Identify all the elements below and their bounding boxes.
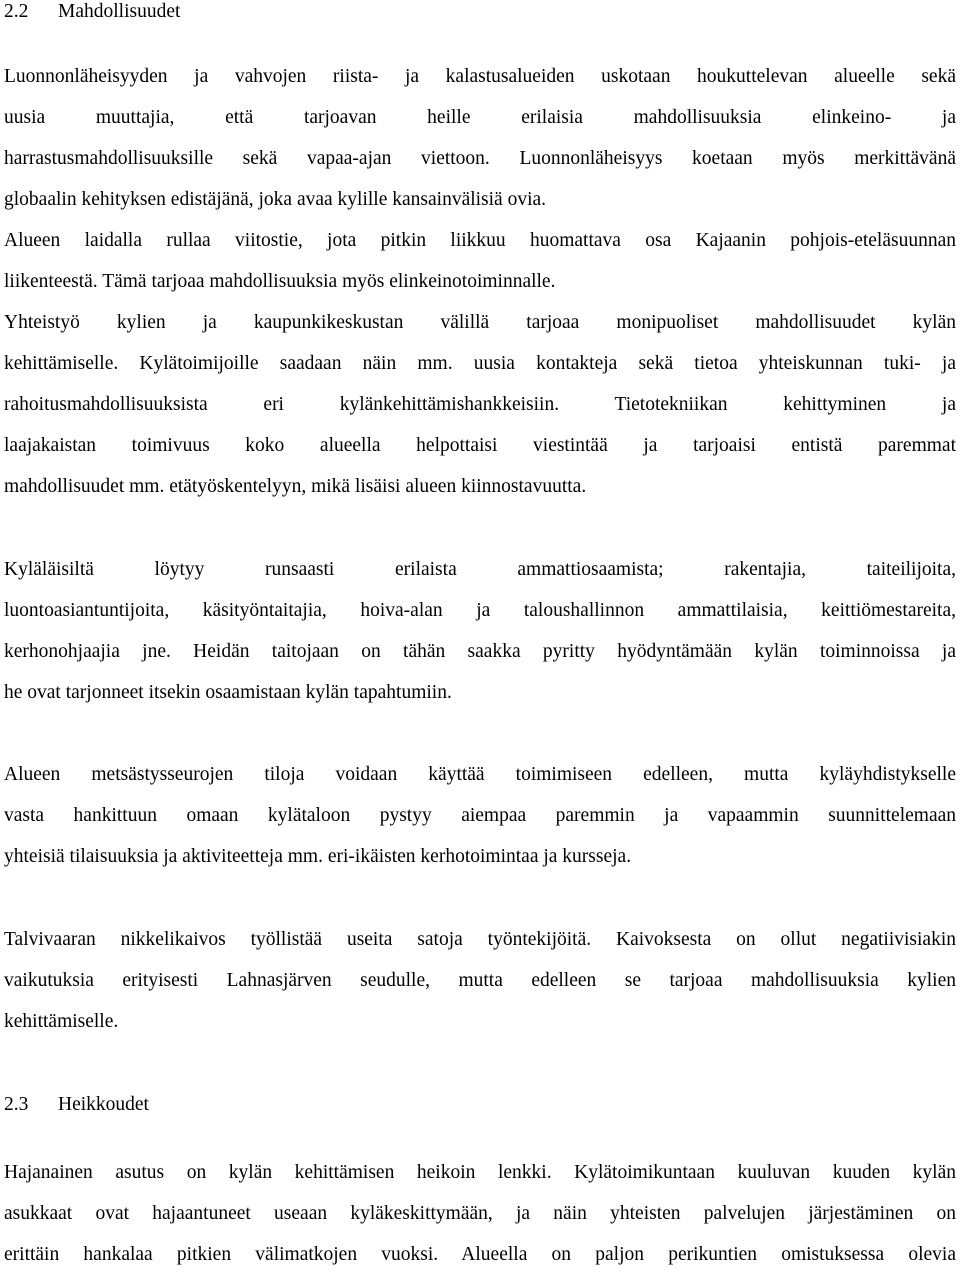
text-line: asukkaat ovat hajaantuneet useaan kyläkeskittymään, ja näin yhteisten palvelujen järjestäminen on (4, 1203, 956, 1224)
text-line: uusia muuttajia, että tarjoavan heille erilaisia mahdollisuuksia elinkeino- ja (4, 107, 956, 128)
section-heading-2-3 (4, 1091, 149, 1119)
text-line: harrastusmahdollisuuksille sekä vapaa-ajan viettoon. Luonnonläheisyys koetaan myös merkittävänä (4, 148, 956, 169)
text-line: globaalin kehityksen edistäjänä, joka avaa kylille kansainvälisiä ovia. (4, 189, 547, 210)
text-line: Yhteistyö kylien ja kaupunkikeskustan välillä tarjoaa monipuoliset mahdollisuudet kylän (4, 312, 956, 333)
text-line: Luonnonläheisyyden ja vahvojen riista- ja kalastusalueiden uskotaan houkuttelevan alueelle sekä (4, 66, 956, 87)
text-line: Alueen laidalla rullaa viitostie, jota pitkin liikkuu huomattava osa Kajaanin pohjois-eteläsuunnan (4, 230, 956, 251)
text-line: yhteisiä tilaisuuksia ja aktiviteetteja mm. eri-ikäisten kerhotoimintaa ja kursseja. (4, 846, 632, 867)
text-line: kehittämiselle. (4, 1011, 119, 1032)
text-line: kehittämiselle. Kylätoimijoille saadaan näin mm. uusia kontakteja sekä tietoa yhteiskunnan tuki- ja (4, 353, 956, 374)
text-line: liikenteestä. Tämä tarjoaa mahdollisuuksia myös elinkeinotoiminnalle. (4, 271, 556, 292)
text-line: Alueen metsästysseurojen tiloja voidaan käyttää toimimiseen edelleen, mutta kyläyhdistykselle (4, 764, 956, 785)
text-line: Kyläläisiltä löytyy runsaasti erilaista ammattiosaamista; rakentajia, taiteilijoita, (4, 559, 956, 580)
section-number: 2.3 (4, 1094, 29, 1115)
section-title: Heikkoudet (58, 1094, 149, 1115)
text-line: erittäin hankalaa pitkien välimatkojen vuoksi. Alueella on paljon perikuntien omistuksessa olevia (4, 1244, 956, 1265)
text-line: Talvivaaran nikkelikaivos työllistää useita satoja työntekijöitä. Kaivoksesta on ollut negatiivisiakin (4, 929, 956, 950)
text-line: mahdollisuudet mm. etätyöskentelyyn, mikä lisäisi alueen kiinnostavuutta. (4, 476, 587, 497)
text-line: vaikutuksia erityisesti Lahnasjärven seudulle, mutta edelleen se tarjoaa mahdollisuuksia kylien (4, 970, 956, 991)
section-title: Mahdollisuudet (58, 1, 181, 22)
text-line: Hajanainen asutus on kylän kehittämisen heikoin lenkki. Kylätoimikuntaan kuuluvan kuuden kylän (4, 1162, 956, 1183)
text-line: rahoitusmahdollisuuksista eri kylänkehittämishankkeisiin. Tietotekniikan kehittyminen ja (4, 394, 956, 415)
text-line: he ovat tarjonneet itsekin osaamistaan kylän tapahtumiin. (4, 682, 452, 703)
section-number: 2.2 (4, 1, 29, 22)
text-line: vasta hankittuun omaan kylätaloon pystyy aiempaa paremmin ja vapaammin suunnittelemaan (4, 805, 956, 826)
section-heading-2-2 (4, 0, 180, 26)
text-line: kerhonohjaajia jne. Heidän taitojaan on tähän saakka pyritty hyödyntämään kylän toiminnoissa ja (4, 641, 956, 662)
text-line: laajakaistan toimivuus koko alueella helpottaisi viestintää ja tarjoaisi entistä paremmat (4, 435, 956, 456)
text-line: luontoasiantuntijoita, käsityöntaitajia, hoiva-alan ja taloushallinnon ammattilaisia, keittiömestareita, (4, 600, 956, 621)
